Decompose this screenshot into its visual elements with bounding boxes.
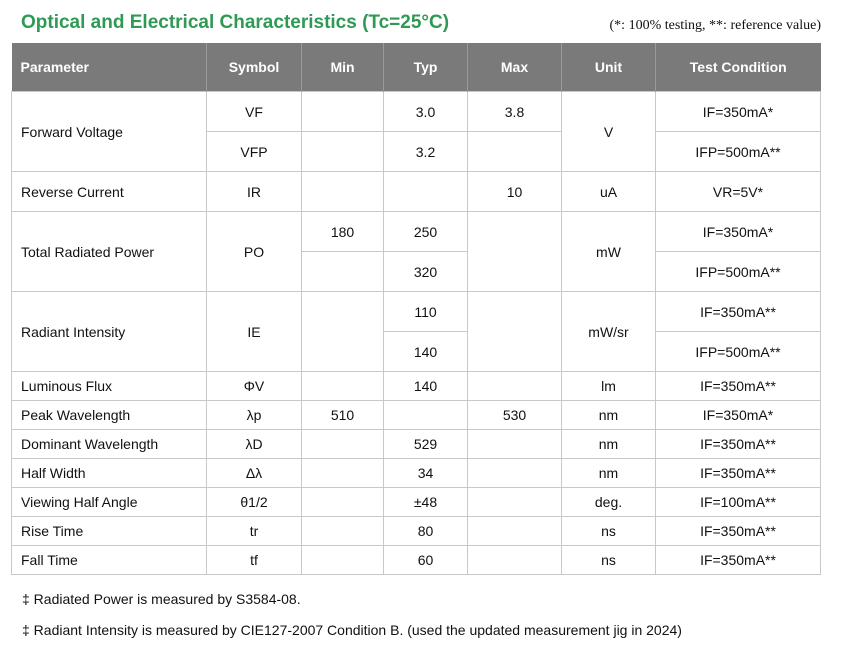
- unit-cell: mW: [562, 212, 656, 292]
- unit-cell: mW/sr: [562, 292, 656, 372]
- symbol-cell: PO: [207, 212, 302, 292]
- table-row: [12, 372, 821, 401]
- condition-cell: IFP=500mA**: [656, 252, 821, 292]
- param-cell: Dominant Wavelength: [12, 430, 207, 459]
- footnote-radiant-intensity: ‡ Radiant Intensity is measured by CIE127-2007 Condition B. (used the updated measurement jig in 2024): [22, 622, 682, 638]
- min-cell: 510: [302, 401, 384, 430]
- symbol-cell: θ1/2: [207, 488, 302, 517]
- min-cell: [302, 172, 384, 212]
- condition-cell: IF=100mA**: [656, 488, 821, 517]
- symbol-cell: IE: [207, 292, 302, 372]
- condition-cell: IF=350mA*: [656, 92, 821, 132]
- symbol-cell: Δλ: [207, 459, 302, 488]
- min-cell: 180: [302, 212, 384, 252]
- param-cell: Half Width: [12, 459, 207, 488]
- typ-cell: 3.2: [384, 132, 468, 172]
- max-cell: [468, 132, 562, 172]
- header-test-condition: Test Condition: [656, 43, 821, 92]
- min-cell: [302, 488, 384, 517]
- typ-cell: 140: [384, 372, 468, 401]
- param-cell: Viewing Half Angle: [12, 488, 207, 517]
- condition-cell: IF=350mA*: [656, 401, 821, 430]
- typ-cell: [384, 401, 468, 430]
- condition-cell: IF=350mA**: [656, 459, 821, 488]
- condition-cell: IF=350mA**: [656, 546, 821, 575]
- header-min: Min: [302, 43, 384, 92]
- typ-cell: 140: [384, 332, 468, 372]
- typ-cell: 60: [384, 546, 468, 575]
- param-cell: Fall Time: [12, 546, 207, 575]
- footnote-radiated-power: ‡ Radiated Power is measured by S3584-08.: [22, 591, 301, 607]
- unit-cell: ns: [562, 546, 656, 575]
- min-cell: [302, 292, 384, 372]
- min-cell: [302, 517, 384, 546]
- min-cell: [302, 92, 384, 132]
- typ-cell: [384, 172, 468, 212]
- condition-cell: IF=350mA**: [656, 372, 821, 401]
- max-cell: 530: [468, 401, 562, 430]
- symbol-cell: VF: [207, 92, 302, 132]
- unit-cell: nm: [562, 401, 656, 430]
- max-cell: 3.8: [468, 92, 562, 132]
- max-cell: [468, 292, 562, 372]
- unit-cell: nm: [562, 430, 656, 459]
- header-typ: Typ: [384, 43, 468, 92]
- typ-cell: 3.0: [384, 92, 468, 132]
- param-cell: Peak Wavelength: [12, 401, 207, 430]
- condition-cell: IF=350mA**: [656, 517, 821, 546]
- min-cell: [302, 459, 384, 488]
- condition-cell: IFP=500mA**: [656, 332, 821, 372]
- param-cell: Forward Voltage: [12, 92, 207, 172]
- max-cell: 10: [468, 172, 562, 212]
- unit-cell: ns: [562, 517, 656, 546]
- max-cell: [468, 488, 562, 517]
- table-header-row: [12, 43, 821, 92]
- max-cell: [468, 372, 562, 401]
- param-cell: Total Radiated Power: [12, 212, 207, 292]
- condition-cell: IF=350mA**: [656, 430, 821, 459]
- param-cell: Rise Time: [12, 517, 207, 546]
- header-parameter: Parameter: [12, 43, 207, 92]
- typ-cell: 250: [384, 212, 468, 252]
- table-row: [12, 292, 821, 332]
- param-cell: Radiant Intensity: [12, 292, 207, 372]
- typ-cell: 80: [384, 517, 468, 546]
- characteristics-table: [11, 43, 821, 575]
- max-cell: [468, 517, 562, 546]
- symbol-cell: ΦV: [207, 372, 302, 401]
- header-symbol: Symbol: [207, 43, 302, 92]
- section-title: Optical and Electrical Characteristics (Tc=25°C): [21, 12, 450, 33]
- max-cell: [468, 212, 562, 292]
- unit-cell: nm: [562, 459, 656, 488]
- condition-cell: IFP=500mA**: [656, 132, 821, 172]
- unit-cell: V: [562, 92, 656, 172]
- param-cell: Reverse Current: [12, 172, 207, 212]
- unit-cell: uA: [562, 172, 656, 212]
- condition-cell: IF=350mA*: [656, 212, 821, 252]
- table-row: [12, 92, 821, 132]
- max-cell: [468, 459, 562, 488]
- min-cell: [302, 132, 384, 172]
- table-row: [12, 488, 821, 517]
- max-cell: [468, 546, 562, 575]
- symbol-cell: tr: [207, 517, 302, 546]
- typ-cell: 34: [384, 459, 468, 488]
- table-row: [12, 459, 821, 488]
- table-row: [12, 546, 821, 575]
- min-cell: [302, 430, 384, 459]
- symbol-cell: tf: [207, 546, 302, 575]
- typ-cell: 320: [384, 252, 468, 292]
- table-row: [12, 430, 821, 459]
- min-cell: [302, 252, 384, 292]
- table-row: [12, 517, 821, 546]
- typ-cell: 529: [384, 430, 468, 459]
- min-cell: [302, 546, 384, 575]
- max-cell: [468, 430, 562, 459]
- unit-cell: deg.: [562, 488, 656, 517]
- header-unit: Unit: [562, 43, 656, 92]
- min-cell: [302, 372, 384, 401]
- param-cell: Luminous Flux: [12, 372, 207, 401]
- table-row: [12, 212, 821, 252]
- unit-cell: lm: [562, 372, 656, 401]
- typ-cell: 110: [384, 292, 468, 332]
- header-max: Max: [468, 43, 562, 92]
- symbol-cell: λD: [207, 430, 302, 459]
- condition-cell: IF=350mA**: [656, 292, 821, 332]
- condition-cell: VR=5V*: [656, 172, 821, 212]
- table-row: [12, 172, 821, 212]
- symbol-cell: VFP: [207, 132, 302, 172]
- legend-note: (*: 100% testing, **: reference value): [609, 18, 821, 33]
- symbol-cell: λp: [207, 401, 302, 430]
- typ-cell: ±48: [384, 488, 468, 517]
- symbol-cell: IR: [207, 172, 302, 212]
- table-row: [12, 401, 821, 430]
